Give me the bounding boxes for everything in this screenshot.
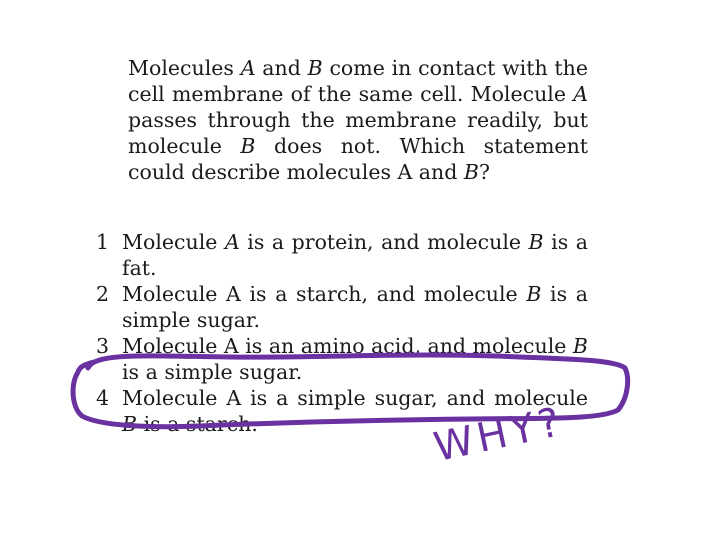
- answer-options: [96, 229, 588, 437]
- option-text: Molecule A is an amino acid, and molecule B is a simple sugar.: [122, 334, 588, 384]
- molecule-b-label: B: [307, 56, 323, 80]
- why-annotation: WHY?: [430, 398, 568, 471]
- molecule-b-label: B: [463, 160, 479, 184]
- answer-option-2[interactable]: [96, 281, 588, 333]
- question-segment: does not. Which statement could describe molecules A and: [128, 134, 589, 184]
- molecule-a-label: A: [240, 56, 256, 80]
- question-segment: ?: [478, 160, 490, 184]
- molecule-b-label: B: [240, 134, 256, 158]
- question-segment: passes through the membrane readily, but molecule: [128, 108, 588, 158]
- molecule-a-label: A: [573, 82, 588, 106]
- option-number: 1: [96, 230, 110, 254]
- option-number: 3: [96, 334, 110, 358]
- option-text: Molecule A is a simple sugar, and molecule B is a starch.: [122, 386, 588, 436]
- question-segment: and: [255, 56, 308, 80]
- option-text: Molecule A is a protein, and molecule B is a fat.: [122, 230, 588, 280]
- option-text: Molecule A is a starch, and molecule B is a simple sugar.: [122, 282, 588, 332]
- question-text: [128, 55, 588, 185]
- answer-option-1[interactable]: [96, 229, 588, 281]
- option-number: 4: [96, 386, 110, 410]
- question-segment: come in contact with the cell membrane of the same cell. Molecule: [128, 56, 588, 106]
- question-segment: Molecules: [128, 56, 241, 80]
- answer-option-3[interactable]: [96, 333, 588, 385]
- option-number: 2: [96, 282, 110, 306]
